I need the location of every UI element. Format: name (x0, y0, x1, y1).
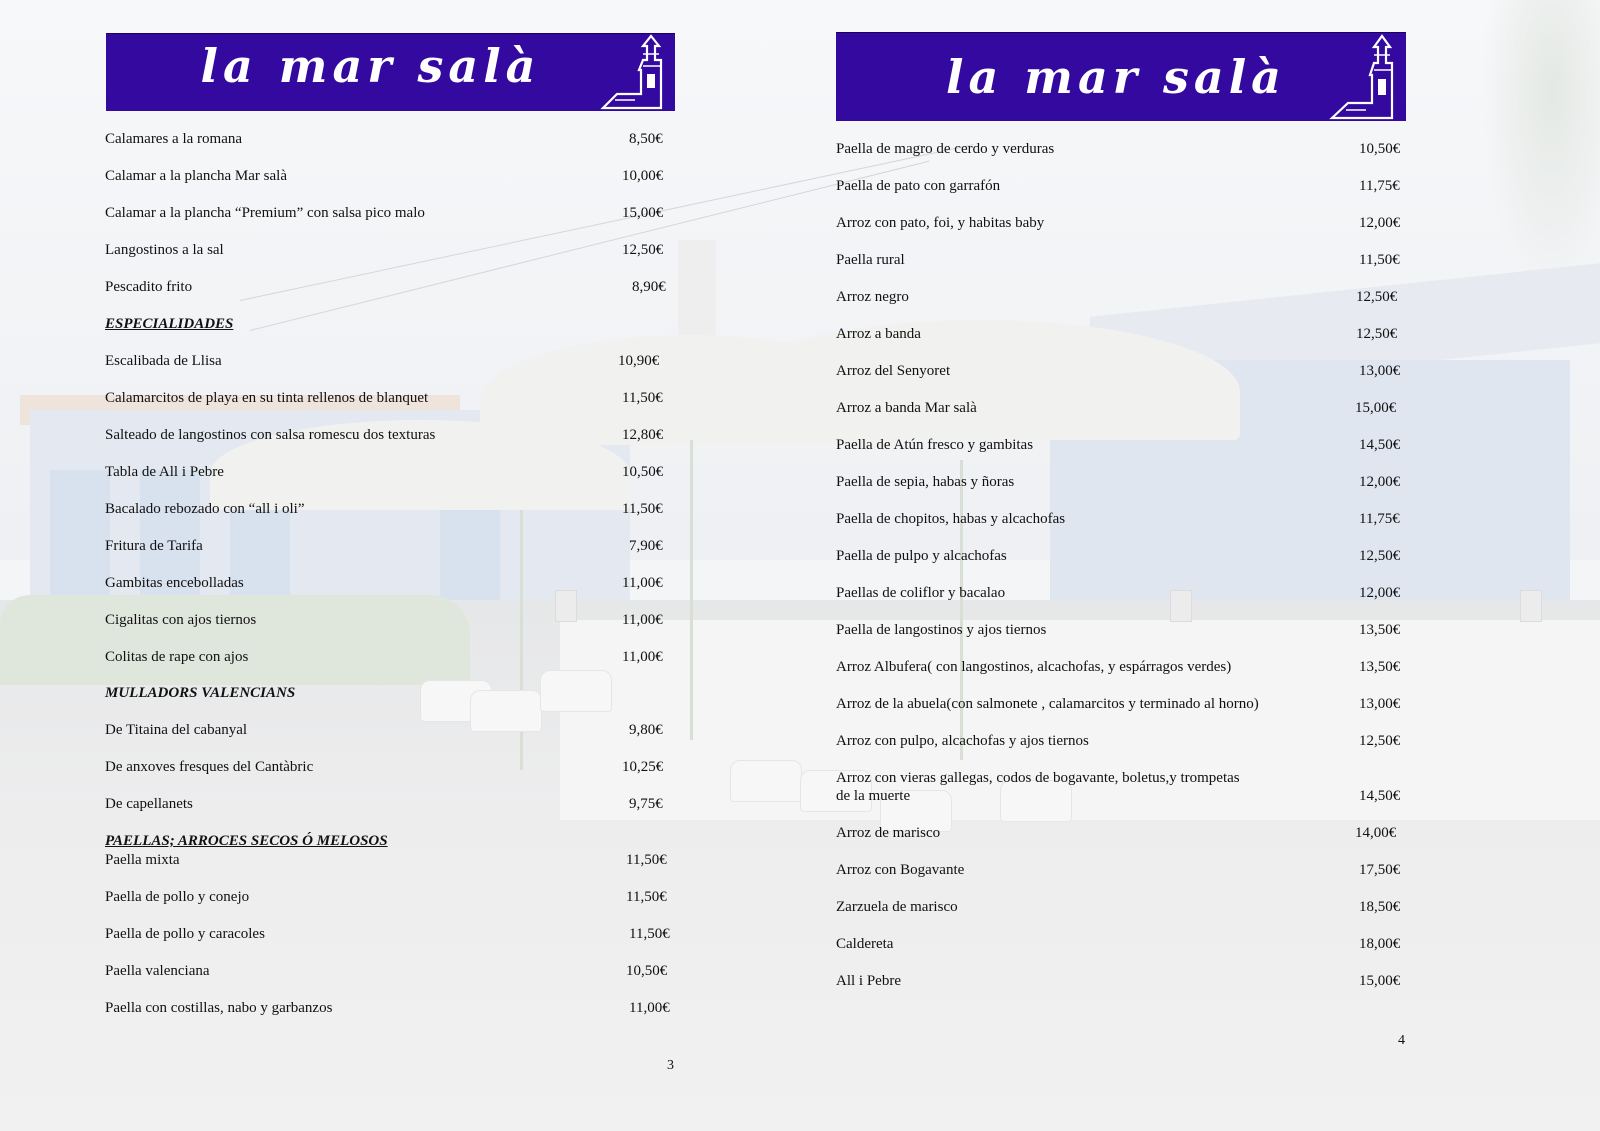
menu-item-name: Arroz Albufera( con langostinos, alcachofas, y espárragos verdes) (836, 659, 1232, 675)
menu-item-name: Colitas de rape con ajos (105, 649, 249, 665)
menu-item-name: Gambitas encebolladas (105, 575, 244, 591)
menu-item-price: 15,00€ (1355, 400, 1397, 416)
menu-item-name: Paellas de coliflor y bacalao (836, 585, 1006, 601)
menu-item-price: 10,90€ (618, 353, 660, 369)
menu-item-price: 15,00€ (622, 205, 664, 221)
menu-item-name: Paella de pato con garrafón (836, 178, 1001, 194)
restaurant-title: la mar salà (945, 50, 1286, 104)
menu-item-price: 10,00€ (622, 168, 664, 184)
menu-item-name: Paella de Atún fresco y gambitas (836, 437, 1034, 453)
menu-item-name: Calamar a la plancha Mar salà (105, 168, 287, 184)
menu-item-price: 11,50€ (629, 926, 670, 942)
restaurant-title: la mar salà (200, 39, 541, 93)
menu-item-name: Paella de langostinos y ajos tiernos (836, 622, 1047, 638)
section-heading-mulladors: MULLADORS VALENCIANS (105, 685, 296, 701)
menu-item-price: 14,50€ (1359, 437, 1401, 453)
menu-item-price: 12,00€ (1359, 585, 1401, 601)
menu-item-price: 12,80€ (622, 427, 664, 443)
menu-item-price: 11,00€ (622, 612, 663, 628)
header-banner-left (106, 33, 675, 111)
menu-item-price: 12,00€ (1359, 474, 1401, 490)
menu-item-price: 10,50€ (626, 963, 668, 979)
menu-item-name: Arroz de la abuela(con salmonete , calamarcitos y terminado al horno) (836, 696, 1259, 712)
page-number: 4 (1398, 1033, 1405, 1048)
menu-item-price: 12,50€ (1359, 733, 1401, 749)
menu-item-price: 11,50€ (626, 889, 667, 905)
menu-item-name: Calamares a la romana (105, 131, 243, 147)
menu-item-name: Paella rural (836, 252, 905, 268)
menu-item-name: Paella de pollo y caracoles (105, 926, 265, 942)
menu-item-name: Arroz con pulpo, alcachofas y ajos tiernos (836, 733, 1089, 749)
menu-item-name: Tabla de All i Pebre (105, 464, 224, 480)
menu-item-name: Paella de magro de cerdo y verduras (836, 141, 1055, 157)
menu-item-name: Caldereta (836, 936, 894, 952)
menu-item-name: Paella mixta (105, 852, 180, 868)
menu-item-name: Paella con costillas, nabo y garbanzos (105, 1000, 333, 1016)
menu-item-name: Paella de pollo y conejo (105, 889, 250, 905)
menu-item-price: 12,50€ (1359, 548, 1401, 564)
menu-item-price: 12,50€ (622, 242, 664, 258)
menu-item-price: 14,00€ (1355, 825, 1397, 841)
lighthouse-logo (1326, 33, 1406, 121)
menu-item-price: 11,00€ (622, 649, 663, 665)
menu-item-price: 12,50€ (1356, 326, 1398, 342)
menu-item-price: 9,80€ (629, 722, 663, 738)
menu-item-name: Arroz a banda Mar salà (836, 400, 977, 416)
menu-item-name: Arroz del Senyoret (836, 363, 951, 379)
menu-item-price: 10,50€ (622, 464, 664, 480)
menu-item-name: De capellanets (105, 796, 193, 812)
menu-item-price: 11,75€ (1359, 511, 1400, 527)
menu-item-name: Arroz con pato, foi, y habitas baby (836, 215, 1045, 231)
menu-item-price: 13,50€ (1359, 659, 1401, 675)
menu-item-name: De Titaina del cabanyal (105, 722, 248, 738)
menu-item-price: 17,50€ (1359, 862, 1401, 878)
menu-item-price: 15,00€ (1359, 973, 1401, 989)
menu-item-price: 11,50€ (622, 390, 663, 406)
lighthouse-logo (595, 34, 675, 111)
menu-item-price: 18,00€ (1359, 936, 1401, 952)
menu-item-name-continued: de la muerte (836, 788, 911, 804)
menu-item-name: Bacalado rebozado con “all i oli” (105, 501, 305, 517)
menu-item-price: 11,50€ (1359, 252, 1400, 268)
menu-item-price: 7,90€ (629, 538, 663, 554)
menu-item-name: De anxoves fresques del Cantàbric (105, 759, 314, 775)
section-heading-paellas: PAELLAS; ARROCES SECOS Ó MELOSOS (105, 833, 388, 849)
header-banner-right (836, 32, 1406, 121)
menu-item-name: Zarzuela de marisco (836, 899, 958, 915)
menu-item-price: 11,50€ (622, 501, 663, 517)
menu-item-price: 12,00€ (1359, 215, 1401, 231)
menu-item-name: Paella valenciana (105, 963, 210, 979)
menu-item-name: Escalibada de Llisa (105, 353, 222, 369)
menu-item-name: Arroz de marisco (836, 825, 941, 841)
menu-item-price: 11,00€ (622, 575, 663, 591)
page-number: 3 (667, 1058, 674, 1073)
menu-item-price: 11,00€ (629, 1000, 670, 1016)
menu-item-name: Pescadito frito (105, 279, 193, 295)
menu-item-name: Calamar a la plancha “Premium” con salsa pico malo (105, 205, 425, 221)
menu-item-price: 11,75€ (1359, 178, 1400, 194)
menu-item-price: 8,90€ (632, 279, 666, 295)
menu-item-price: 14,50€ (1359, 788, 1401, 804)
menu-item-price: 9,75€ (629, 796, 663, 812)
menu-item-name: Paella de pulpo y alcachofas (836, 548, 1007, 564)
menu-item-price: 11,50€ (626, 852, 667, 868)
menu-item-price: 13,50€ (1359, 622, 1401, 638)
section-heading-especialidades: ESPECIALIDADES (105, 316, 234, 332)
menu-item-name: Arroz con vieras gallegas, codos de bogavante, boletus,y trompetas (836, 770, 1240, 786)
menu-item-name: Arroz negro (836, 289, 909, 305)
menu-item-name: Salteado de langostinos con salsa romescu dos texturas (105, 427, 436, 443)
menu-item-name: All i Pebre (836, 973, 901, 989)
menu-item-name: Paella de sepia, habas y ñoras (836, 474, 1015, 490)
menu-item-name: Arroz con Bogavante (836, 862, 965, 878)
menu-item-name: Langostinos a la sal (105, 242, 224, 258)
menu-item-price: 12,50€ (1356, 289, 1398, 305)
menu-item-name: Fritura de Tarifa (105, 538, 203, 554)
menu-item-price: 10,50€ (1359, 141, 1401, 157)
menu-item-name: Cigalitas con ajos tiernos (105, 612, 257, 628)
menu-item-name: Calamarcitos de playa en su tinta rellenos de blanquet (105, 390, 429, 406)
menu-item-price: 10,25€ (622, 759, 664, 775)
menu-item-name: Paella de chopitos, habas y alcachofas (836, 511, 1066, 527)
menu-item-price: 18,50€ (1359, 899, 1401, 915)
menu-item-price: 13,00€ (1359, 363, 1401, 379)
menu-item-name: Arroz a banda (836, 326, 921, 342)
menu-item-price: 13,00€ (1359, 696, 1401, 712)
menu-item-price: 8,50€ (629, 131, 663, 147)
